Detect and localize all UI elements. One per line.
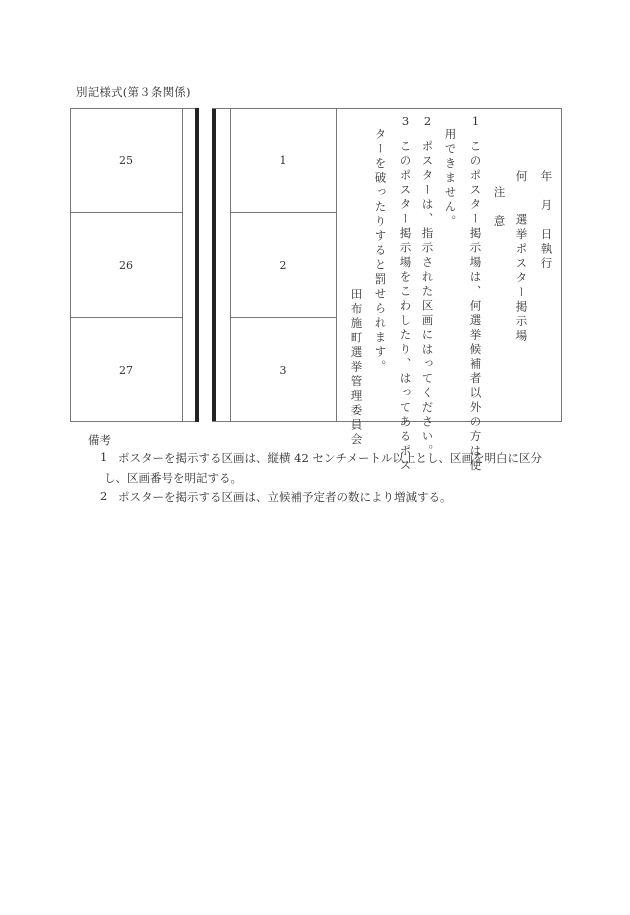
notice-date-line: 年 月 日執行	[539, 170, 554, 272]
remark-1-line-2: し、区画番号を明記する。	[104, 471, 242, 485]
section-number-1: 1	[279, 154, 287, 167]
remarks-title: 備考	[88, 433, 111, 447]
notice-item-3-text-cont: ターを破ったりすると罰せられます。	[373, 128, 388, 375]
notice-item-1-text: このポスター掲示場は、何選挙候補者以外の方は使	[468, 140, 483, 474]
right-block-right-border	[561, 108, 562, 422]
notice-item-1-number: 1	[468, 114, 483, 131]
right-row-divider-2	[230, 317, 337, 318]
remark-2-line-1: ポスターを掲示する区画は、立候補予定者の数により増減する。	[118, 490, 452, 504]
left-block-top-border	[70, 108, 198, 109]
notice-item-2-text: ポスターは、指示された区画にはってください。	[420, 140, 435, 459]
notice-heading: 注 意	[492, 186, 507, 230]
remark-1-number: 1	[100, 450, 108, 464]
left-block-bottom-border	[70, 421, 198, 422]
notice-item-3-number: 3	[398, 114, 413, 131]
left-row-divider-2	[70, 317, 182, 318]
remark-2-number: 2	[100, 489, 108, 503]
notice-title-line: 何 選挙ポスター掲示場	[514, 170, 529, 344]
notice-divider	[336, 108, 337, 422]
right-row-divider-1	[230, 212, 337, 213]
section-number-27: 27	[119, 364, 133, 377]
notice-item-2-number: 2	[420, 114, 435, 131]
right-block-top-border	[212, 108, 562, 109]
form-caption: 別記様式(第３条関係)	[76, 85, 191, 99]
left-thick-bar	[195, 108, 199, 422]
section-number-3: 3	[279, 364, 287, 377]
section-number-2: 2	[279, 259, 287, 272]
right-thick-bar	[212, 108, 216, 422]
notice-item-1-text-cont: 用できません。	[443, 128, 458, 230]
left-block-left-border	[70, 108, 71, 422]
notice-issuer: 田布施町選挙管理委員会	[349, 288, 364, 448]
left-row-divider-1	[70, 212, 182, 213]
section-number-26: 26	[119, 259, 133, 272]
right-block-inner-divider	[230, 108, 231, 422]
remark-1-line-1: ポスターを掲示する区画は、縦横 42 センチメートル以上とし、区画を明白に区分	[118, 451, 542, 465]
right-block-bottom-border	[212, 421, 562, 422]
section-number-25: 25	[119, 154, 133, 167]
notice-item-3-text: このポスター掲示場をこわしたり、はってあるポス	[398, 140, 413, 474]
left-block-inner-divider	[182, 108, 183, 422]
